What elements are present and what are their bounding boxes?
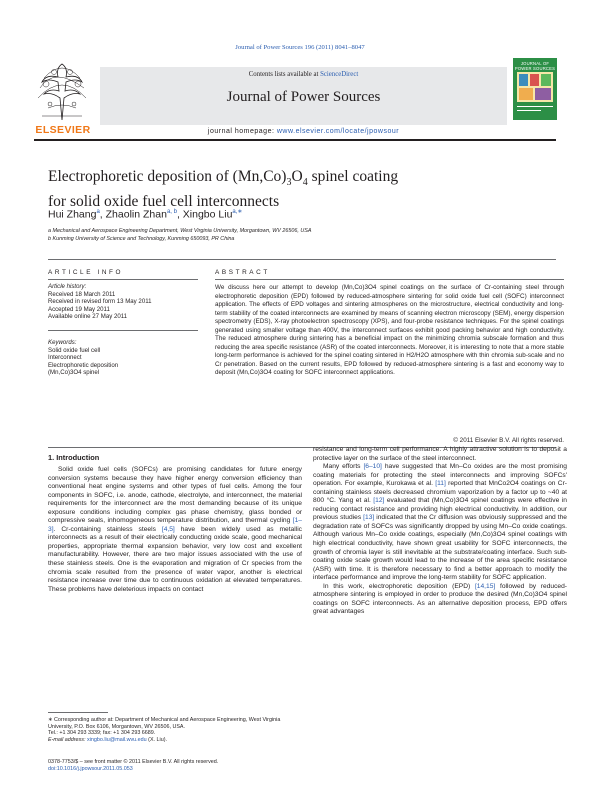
journal-title: Journal of Power Sources (226, 89, 381, 105)
text-run: have suggested that Mn–Co oxides are the most promising coating materials for protecting the steel interconnects and improving SOFCs' operation. For example, Kurokawa et al. (313, 463, 567, 488)
keywords-label: Keywords: (48, 339, 77, 346)
text-run: reported that MnCo2O4 coatings on Cr-containing stainless steels decreased chromium vaporization by a factor up to ~40 at 800 °C. Yang et al. (313, 480, 568, 505)
history-item: Accepted 19 May 2011 (48, 305, 110, 313)
citation-link[interactable]: [6–10] (363, 463, 382, 471)
text-run: indicated that the Cr diffusion was obviously suppressed and the degradation rate of SOFCs was significantly dropped by using Mn–Co oxide coatings. Although various Mn–Co oxide coatings, especially (Mn,Co)3O4 spinel coatings with high electrical conductivity, have shown great usability for SOFC interconnects, the growth of chromia layer is still inevitable at the substrate/coating interface. Such sub-coating oxide scale growth would lead to the increase of the area specific resistance (ASR) with time. It is therefore necessary to find a better approach to modify the interface performance and improve the long-term stability for SOFC application. (313, 514, 567, 582)
citation-link[interactable]: [1–3] (48, 517, 302, 533)
text-run: followed by reduced-atmosphere sintering is employed in order to produce the desired (Mn,Co)3O4 spinel coatings on SOFC interconnects. As an alternative deposition process, EPD offers great advantages (313, 582, 568, 616)
paragraph (313, 463, 567, 583)
text-run: In this work, electrophoretic deposition (EPD) (323, 582, 475, 590)
affiliation-a: a Mechanical and Aerospace Engineering Department, West Virginia University, Morgantown, WV 26506, USA (48, 228, 312, 234)
left-column (48, 466, 302, 594)
title-divider (48, 259, 556, 260)
title-sub: 4 (302, 177, 308, 189)
homepage-line (100, 128, 507, 135)
footnote-divider (48, 712, 108, 713)
contents-line (100, 71, 507, 78)
text-run: evaluated that (Mn,Co)3O4 spinel coatings were effective in reducing contact resistance and providing high electrical conductivity. In addition, our previous studies (313, 497, 567, 522)
keyword-item: Electrophoretic deposition (48, 361, 119, 369)
homepage-prefix: journal homepage: (207, 128, 277, 135)
affiliation-b: b Kunming University of Science and Technology, Kunming 650093, PR China (48, 236, 235, 242)
article-info-divider (48, 279, 198, 280)
author-affiliation-mark[interactable]: a (96, 209, 100, 215)
abstract-divider (215, 279, 564, 280)
author-affiliation-mark[interactable]: a, b (166, 209, 177, 215)
citation-link[interactable]: [4,5] (161, 525, 175, 533)
history-item: Available online 27 May 2011 (48, 313, 128, 320)
author-list: Hui Zhang$^a$, Zhaolin Zhan$^{a, b}$, Xingbo Liu$^{a,∗}$ (48, 208, 243, 221)
cover-title: JOURNAL OF POWER SOURCES (514, 61, 556, 71)
homepage-link[interactable]: www.elsevier.com/locate/jpowsour (276, 128, 400, 135)
title-sub: 3 (286, 177, 292, 189)
copyright-notice: © 2011 Elsevier B.V. All rights reserved. (453, 437, 564, 444)
email-label: E-mail address: (48, 736, 87, 743)
keyword-item: Interconnect (48, 354, 82, 361)
paragraph (48, 466, 302, 594)
issn-block (48, 759, 348, 773)
title-part: spinel coating (307, 168, 399, 185)
keyword-item: Solid oxide fuel cell (48, 346, 101, 354)
article-info-heading: ARTICLE INFO (48, 269, 124, 276)
article-history (48, 283, 198, 321)
citation-link[interactable]: [13] (363, 514, 375, 522)
citation-link[interactable]: [14,15] (474, 582, 496, 590)
title-part: Electrophoretic deposition of (Mn,Co) (48, 168, 287, 185)
footnote-line: ∗ Corresponding author at: Department of Mechanical and Aerospace Engineering, West Virginia University, P.O. Box 6106, Morgantown, WV 26506, USA. (48, 717, 281, 730)
email-suffix: (X. Liu). (146, 736, 168, 743)
text-run: have been widely used as metallic interconnects as a result of their electrically conducting oxide scale, good mechanical properties, appropriate thermal expansion behavior, very low cost and excellent manufacturability. However, there are two major issues associated with the use of these stainless steels. One is the evaporation and migration of Cr species from the chromia scale resulted from the presence of water vapor, another is electrical resistance increase over time due to continuous oxidation at elevated temperatures. These problems have deleterious impacts on contact (48, 525, 302, 593)
author-name: Zhaolin Zhan (105, 208, 167, 221)
section-heading: 1. Introduction (48, 453, 100, 462)
journal-citation[interactable]: Journal of Power Sources 196 (2011) 8041–8047 (235, 44, 365, 51)
author-name: Hui Zhang (48, 208, 97, 221)
elsevier-tree-logo (34, 58, 90, 130)
history-item: Received 18 March 2011 (48, 290, 116, 298)
text-run: Solid oxide fuel cells (SOFCs) are promising candidates for future energy conversion systems because they have higher energy conversion efficiency than conventional heat engine systems and other types of fuel cells. Among the four components in SOFC, i.e. anode, cathode, electrolyte, and interconnect, the material requirements for the interconnect are the most demanding because of its unique exposure conditions including complex gas phase chemistry, glass bonded or compressive seals, inhomogeneous temperature distribution, and thermal cycling (48, 466, 302, 525)
contents-prefix: Contents lists available at (248, 71, 321, 78)
history-item: Received in revised form 13 May 2011 (48, 298, 152, 305)
article-title (48, 167, 508, 211)
publisher-name: ELSEVIER (35, 124, 91, 136)
right-column (313, 446, 567, 617)
text-run: Many efforts (323, 463, 364, 471)
keyword-item: (Mn,Co)3O4 spinel (48, 369, 100, 376)
sciencedirect-link[interactable]: ScienceDirect (320, 71, 359, 78)
email-link[interactable]: xingbo.liu@mail.wvu.edu (86, 736, 147, 743)
issn-line: 0378-7753/$ – see front matter © 2011 Elsevier B.V. All rights reserved. (48, 759, 219, 765)
abstract-heading: ABSTRACT (215, 269, 270, 276)
citation-link[interactable]: [11] (435, 480, 446, 488)
header-divider (34, 139, 556, 141)
title-line-2: for solid oxide fuel cell interconnects (48, 193, 280, 211)
title-part: O (291, 168, 303, 185)
citation-link[interactable]: [12] (373, 497, 385, 505)
author-name: Xingbo Liu (182, 208, 233, 221)
paragraph: resistance and long-term cell performance. A highly attractive solution is to deposit a protective layer on the surface of the steel interconnect. (313, 446, 567, 462)
author-affiliation-mark[interactable]: a,∗ (232, 209, 243, 215)
footnote-line: Tel.: +1 304 293 3339; fax: +1 304 293 6689. (48, 730, 156, 737)
footnote-email-line (48, 737, 302, 744)
paragraph (313, 583, 567, 617)
text-run: . Cr-containing stainless steels (53, 525, 162, 533)
doi-link[interactable]: doi:10.1016/j.jpowsour.2011.05.053 (48, 765, 133, 772)
corresponding-author-note (48, 717, 302, 743)
keywords-divider (48, 330, 198, 331)
keywords-block (48, 339, 198, 377)
history-label: Article history: (48, 283, 87, 290)
abstract-text: We discuss here our attempt to develop (Mn,Co)3O4 spinel coatings on the surface of Cr-containing steel through electrophoretic deposition (EPD) followed by reduced-atmosphere sintering for solid oxide fuel cell (SOFC) interconnect application. The effects of EPD voltages and sintering atmospheres on the microstructure, electrical conductivity and long-term stability of the coated interconnects are examined by means of scanning electron microscopy (SEM), energy dispersion spectrometry (EDS), X-ray photoelectron spectroscopy (XPS), and four-probe resistance techniques. For the spinel coatings generated using smaller voltage than 400V, the interconnect surfaces exhibit good packing behavior and high conductivity. The reduced atmosphere during sintering has a beneficial impact on the minimizing chromia subscale formation and thus reducing the area specific resistance (ASR) of the coated interconnects. Moreover, it is interesting to note that a more stable long-term performance is achieved for the spinel coating sintered in H2/H2O atmosphere with thin chromia sub-scale and no Cr penetration. Based on the current results, EPD followed by reduced-atmosphere sintering is a fast and economy way to deposit (Mn,Co)3O4 coating for SOFC interconnect applications. (215, 284, 564, 377)
